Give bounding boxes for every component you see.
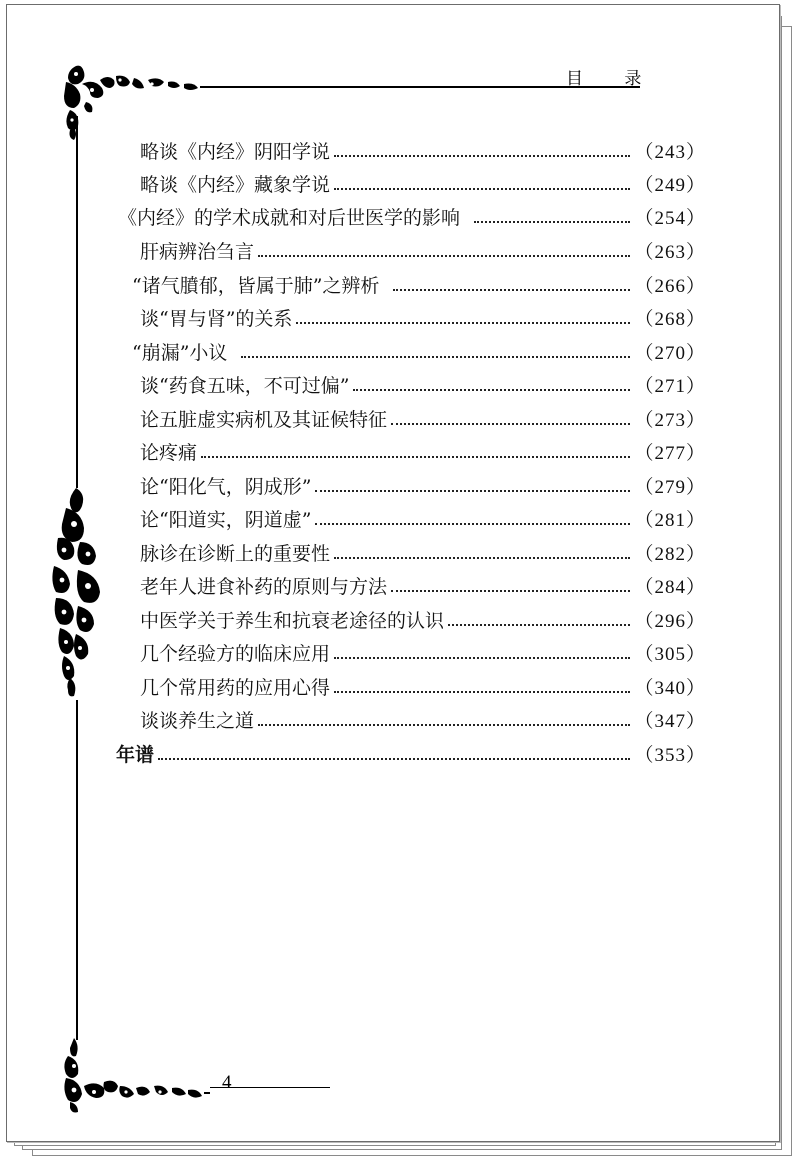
toc-entry-title: 谈“药食五味，不可过偏”: [140, 375, 350, 397]
toc-entry-title: 《内经》的学术成就和对后世医学的影响: [118, 207, 461, 229]
toc-entry-title: 论“阳化气，阴成形”: [140, 476, 312, 498]
toc-entry[interactable]: [140, 237, 706, 267]
dot-leader: [241, 356, 630, 358]
toc-entry-page: （353）: [634, 745, 706, 766]
dot-leader: [391, 423, 630, 425]
toc-entry-title: 谈“胃与肾”的关系: [140, 308, 293, 330]
toc-entry-page: （243）: [634, 142, 706, 163]
dot-leader: [474, 221, 630, 223]
toc-entry-title: “崩漏”小议: [132, 342, 228, 364]
toc-entry-title: 脉诊在诊断上的重要性: [140, 543, 331, 565]
dot-leader: [334, 557, 630, 559]
toc-entry-page: （282）: [634, 544, 706, 565]
toc-entry[interactable]: [140, 304, 706, 334]
toc-entry-page: （270）: [634, 343, 706, 364]
toc-entry[interactable]: [140, 606, 706, 636]
dot-leader: [353, 389, 630, 391]
toc-entry-title: 略谈《内经》藏象学说: [140, 174, 331, 196]
toc-entry-title: 论五脏虚实病机及其证候特征: [140, 409, 388, 431]
toc-entry[interactable]: [140, 137, 706, 167]
toc-entry[interactable]: [140, 472, 706, 502]
dot-leader: [334, 657, 630, 659]
dot-leader: [158, 758, 630, 760]
toc-entry[interactable]: [140, 706, 706, 736]
toc-entry-page: （296）: [634, 611, 706, 632]
dot-leader: [391, 590, 630, 592]
toc-entry-title: 老年人进食补药的原则与方法: [140, 576, 388, 598]
toc-entry-page: （347）: [634, 711, 706, 732]
toc-entry[interactable]: [140, 405, 706, 435]
dot-leader: [258, 255, 630, 257]
dot-leader: [334, 691, 630, 693]
toc-entry-title: 肝病辨治刍言: [140, 241, 255, 263]
toc-entry[interactable]: [140, 572, 706, 602]
toc-entry-title: 论疼痛: [140, 442, 198, 464]
toc-entry[interactable]: [140, 371, 706, 401]
page-header-title: 目 录: [566, 69, 660, 89]
dot-leader: [258, 724, 630, 726]
toc-entry-page: （305）: [634, 644, 706, 665]
toc-entry-page: （266）: [634, 276, 706, 297]
toc-entry[interactable]: [140, 639, 706, 669]
header-rule: [210, 86, 640, 88]
toc-entry-page: （273）: [634, 410, 706, 431]
left-border-rule: [76, 116, 78, 488]
corner-ornament-top: [60, 62, 220, 142]
dot-leader: [334, 155, 630, 157]
toc-entry[interactable]: [140, 170, 706, 200]
toc-entry-title: 略谈《内经》阴阳学说: [140, 141, 331, 163]
toc-entry-title: “诸气膹郁，皆属于肺”之辨析: [132, 275, 380, 297]
toc-entry-page: （284）: [634, 577, 706, 598]
toc-entry-title: 谈谈养生之道: [140, 710, 255, 732]
toc-entry[interactable]: [140, 673, 706, 703]
toc-entry-title: 中医学关于养生和抗衰老途径的认识: [140, 610, 445, 632]
dot-leader: [315, 523, 630, 525]
toc-entry-page: （263）: [634, 242, 706, 263]
toc-entry[interactable]: [140, 539, 706, 569]
toc-entry-title: 年谱: [116, 744, 155, 766]
toc-entry[interactable]: [118, 203, 706, 233]
toc-entry-page: （271）: [634, 376, 706, 397]
toc-entry-page: （279）: [634, 477, 706, 498]
toc-entry[interactable]: [140, 505, 706, 535]
toc-entry-title: 论“阳道实，阴道虚”: [140, 509, 312, 531]
toc-entry-page: （268）: [634, 309, 706, 330]
side-ornament: [50, 486, 106, 700]
toc-entry-title: 几个常用药的应用心得: [140, 677, 331, 699]
dot-leader: [296, 322, 630, 324]
toc-entry-title: 几个经验方的临床应用: [140, 643, 331, 665]
page-number: 4: [222, 1072, 232, 1093]
corner-ornament-bottom: [60, 1036, 220, 1116]
dot-leader: [448, 624, 630, 626]
dot-leader: [201, 456, 630, 458]
left-border-rule: [76, 700, 78, 1040]
toc-entry-page: （281）: [634, 510, 706, 531]
toc-entry-chapter[interactable]: [116, 740, 706, 770]
toc-entry-page: （277）: [634, 443, 706, 464]
dot-leader: [334, 188, 630, 190]
toc-entry-page: （340）: [634, 678, 706, 699]
dot-leader: [393, 289, 630, 291]
toc-entry-page: （254）: [634, 208, 706, 229]
toc-entry[interactable]: [132, 271, 706, 301]
toc-entry-page: （249）: [634, 175, 706, 196]
toc-entry[interactable]: [132, 338, 706, 368]
toc-entry[interactable]: [140, 438, 706, 468]
dot-leader: [315, 490, 630, 492]
